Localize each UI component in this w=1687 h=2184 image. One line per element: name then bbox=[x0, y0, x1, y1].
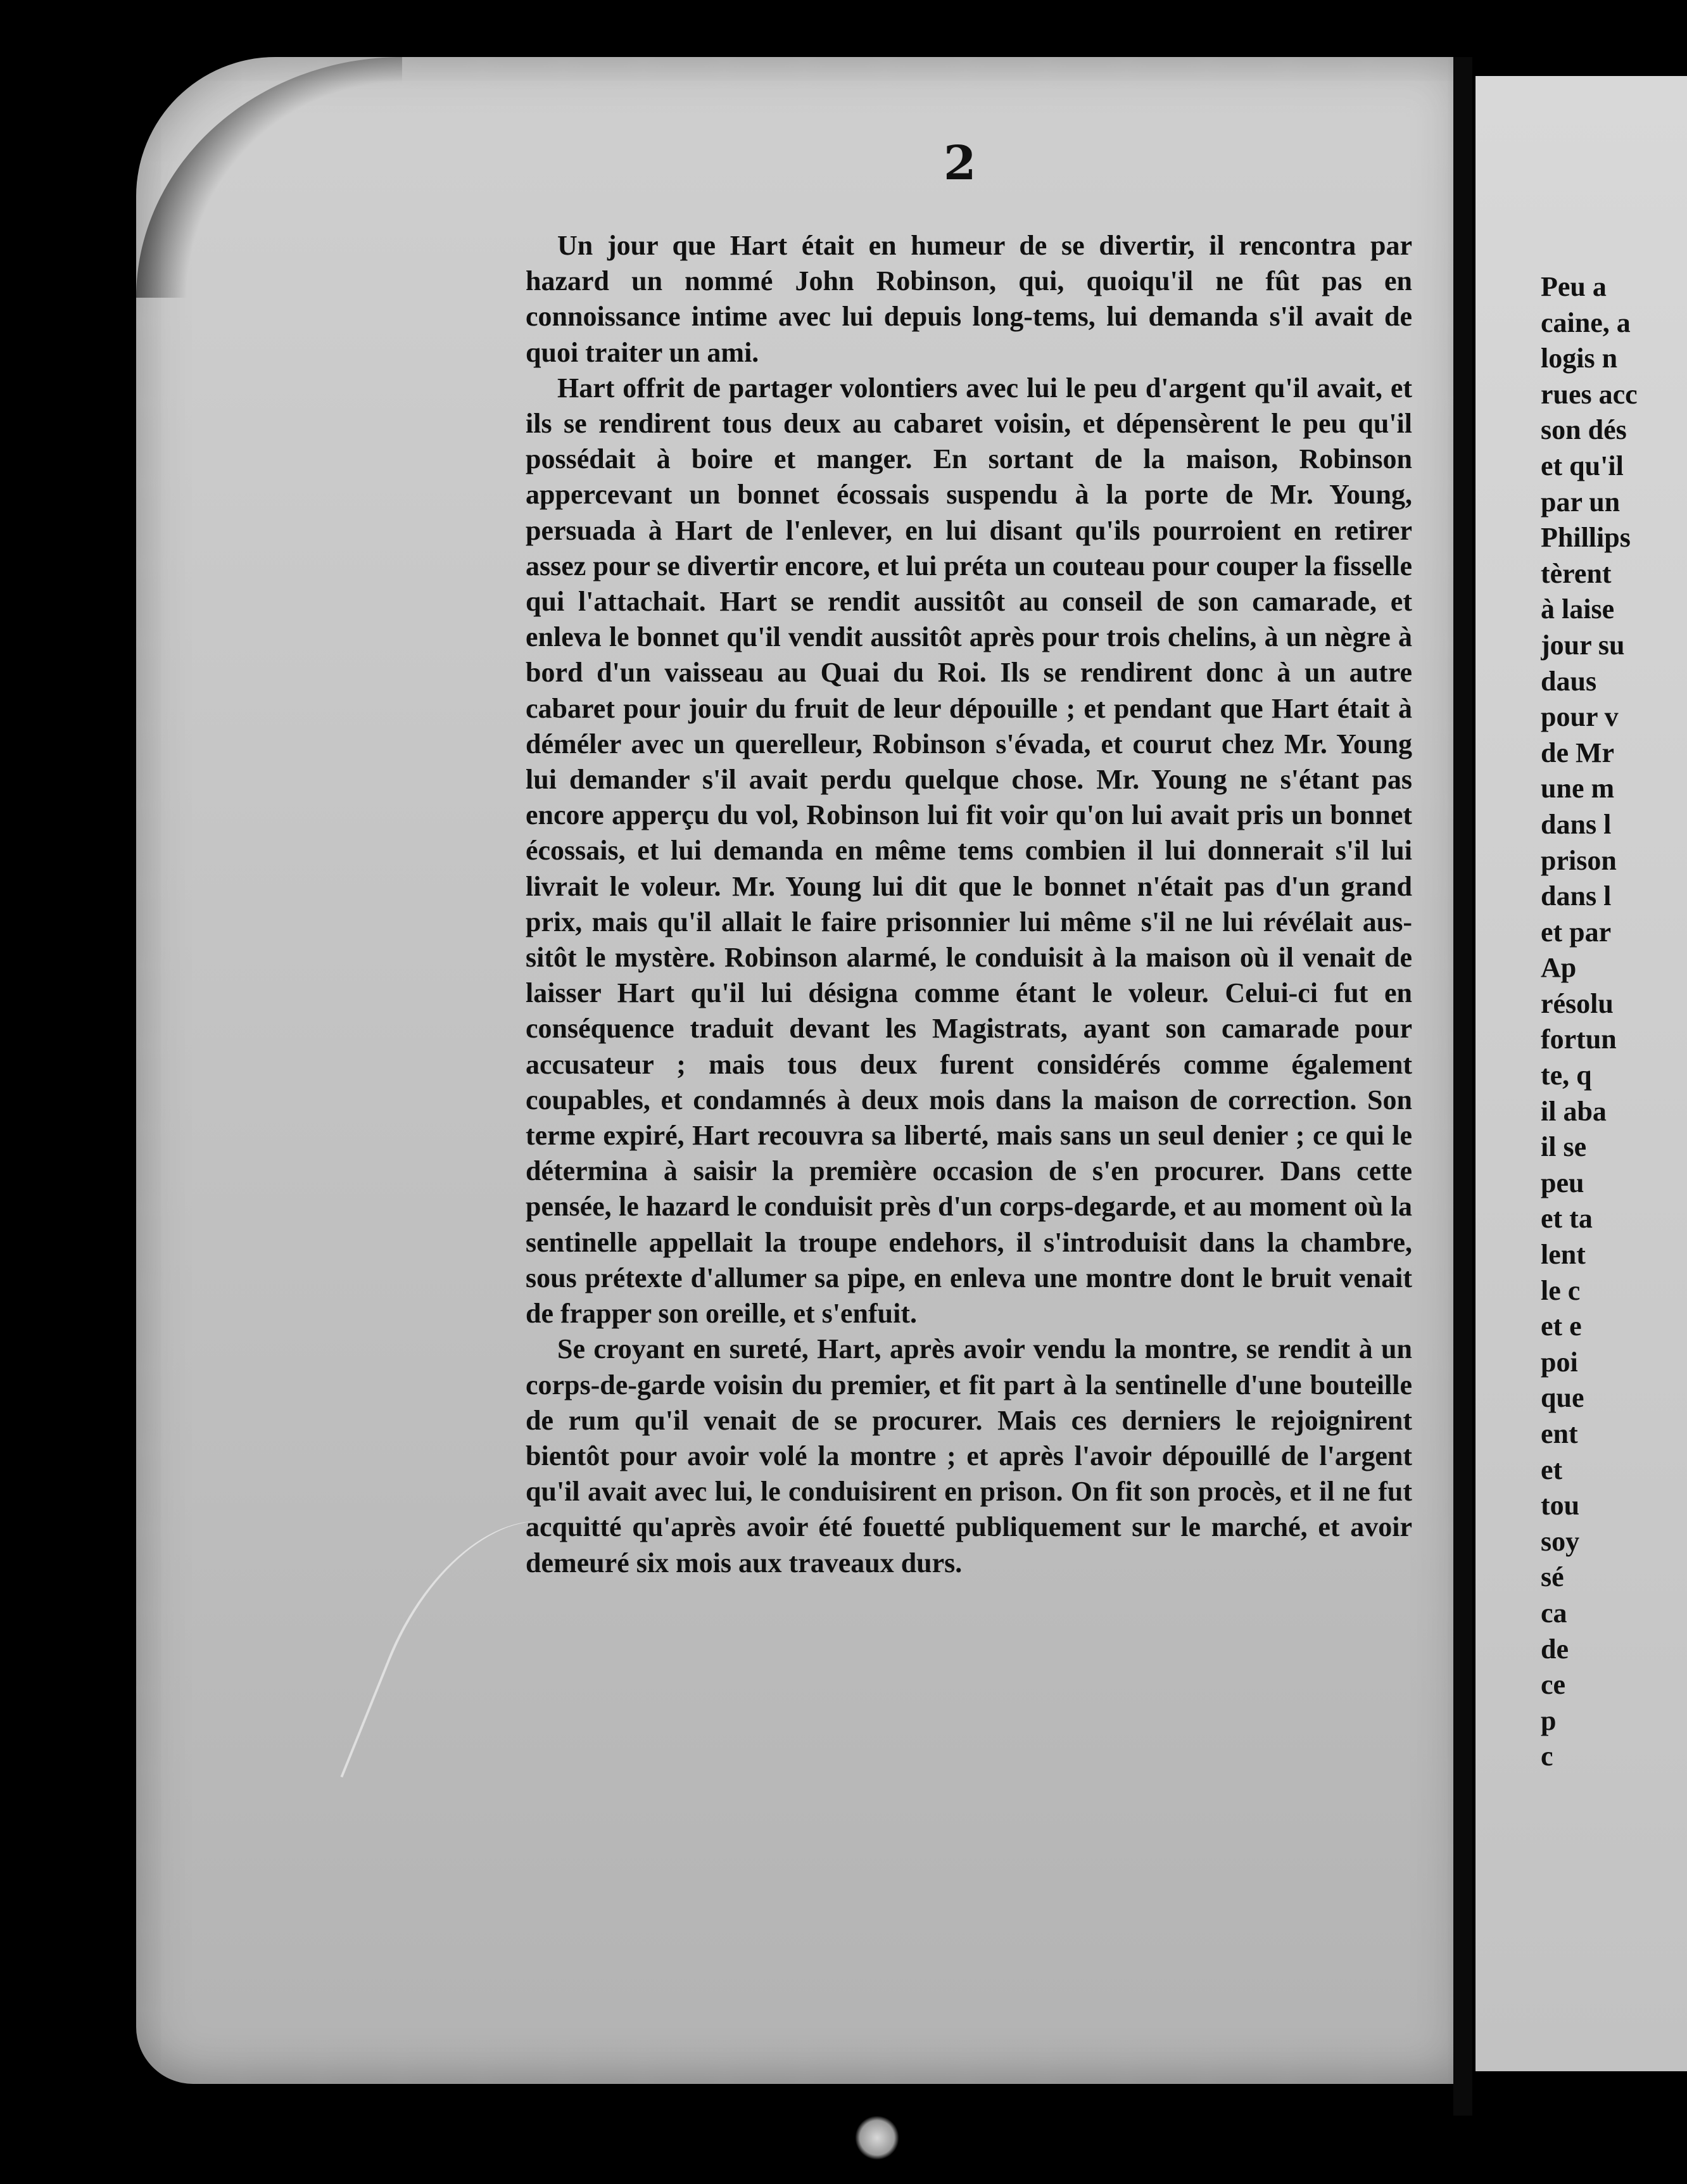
facing-page-line: une m bbox=[1541, 773, 1615, 804]
facing-page-line: Peu a bbox=[1541, 271, 1607, 302]
facing-page-line: et bbox=[1541, 1454, 1563, 1485]
facing-page-line: et e bbox=[1541, 1311, 1582, 1342]
facing-page-line: caine, a bbox=[1541, 307, 1631, 338]
facing-page-line: de bbox=[1541, 1633, 1569, 1665]
facing-page-line: fortun bbox=[1541, 1024, 1617, 1055]
facing-page-line: tèrent bbox=[1541, 557, 1612, 589]
facing-page-line: il aba bbox=[1541, 1095, 1607, 1127]
facing-page-line: par un bbox=[1541, 486, 1621, 517]
facing-page-line: ca bbox=[1541, 1597, 1567, 1628]
page-gutter bbox=[1453, 57, 1472, 2116]
facing-page-line: jour su bbox=[1541, 629, 1625, 661]
facing-page-line: sé bbox=[1541, 1561, 1564, 1593]
page-number: 2 bbox=[944, 136, 976, 191]
facing-page-line: et ta bbox=[1541, 1203, 1593, 1235]
facing-page-line: ent bbox=[1541, 1418, 1578, 1449]
facing-page-line: et par bbox=[1541, 916, 1612, 948]
facing-page-line: Ap bbox=[1541, 952, 1577, 984]
facing-page-line: poi bbox=[1541, 1346, 1578, 1378]
facing-page-line: le c bbox=[1541, 1274, 1581, 1306]
facing-page-line: daus bbox=[1541, 665, 1597, 697]
facing-page-line: logis n bbox=[1541, 343, 1618, 374]
facing-page-line: ce bbox=[1541, 1669, 1566, 1701]
facing-page-line: tou bbox=[1541, 1490, 1580, 1521]
facing-page-line: et qu'il bbox=[1541, 450, 1624, 481]
facing-page-line: pour v bbox=[1541, 701, 1619, 733]
facing-page-text bbox=[1541, 269, 1687, 1775]
facing-page-line: résolu bbox=[1541, 987, 1614, 1019]
facing-page-line: rues acc bbox=[1541, 378, 1638, 410]
body-text bbox=[526, 228, 1412, 1581]
facing-page-line: te, q bbox=[1541, 1060, 1592, 1091]
facing-page-line: soy bbox=[1541, 1525, 1580, 1557]
facing-page-line: de Mr bbox=[1541, 737, 1615, 768]
facing-page-line: dans l bbox=[1541, 880, 1612, 912]
facing-page-line: prison bbox=[1541, 844, 1617, 876]
paragraph: Hart offrit de partager volontiers avec lui le peu d'argent qu'il avait, et ils se rendirent tous deux au cabaret voisin, et dépensèrent le peu qu'il possédait à boire et manger. En sortant de la maison, Robinson appercevant un bonnet écossais suspendu à la porte de Mr. Young, persuada à Hart de l'enlever, en lui disant qu'ils pourroient en retirer assez pour se divertir encore, et lui préta un couteau pour couper la fisselle qui l'attachait. Hart se rendit aussitôt au conseil de son camarade, et enleva le bonnet qu'il vendit aussitôt après pour trois chelins, à un nègre à bord d'un vaisseau au Quai du Roi. Ils se rendirent donc à un autre cabaret pour jouir du fruit de leur dépouille ; et pendant que Hart était à déméler avec un querelleur, Robinson s'évada, et courut chez Mr. Young lui demander s'il avait perdu quelque chose. Mr. Young ne s'étant pas encore apperçu du vol, Robinson lui fit voir qu'on lui avait pris un bonnet écossais, et lui demanda en même tems combien il lui donnerait s'il lui livrait le voleur. Mr. Young lui dit que le bonnet n'était pas d'un grand prix, mais qu'il allait le faire prisonnier lui même s'il ne lui révélait aussitôt le mystère. Robinson alarmé, le conduisit à la maison où il venait de laisser Hart qu'il lui désigna comme étant le voleur. Celui-ci fut en conséquence traduit devant les Magistrats, ayant son camarade pour accusateur ; mais tous deux furent considérés comme également coupables, et condamnés à deux mois dans la maison de correction. Son terme expiré, Hart recouvra sa liberté, mais sans un seul denier ; ce qui le détermina à saisir la première occasion de s'en procurer. Dans cette pensée, le hazard le conduisit près d'un corps-degarde, et au moment où la sentinelle appellait la troupe endehors, il s'introduisit dans la chambre, sous prétexte d'allumer sa pipe, en enleva une montre dont le bruit venait de frapper son oreille, et s'enfuit. bbox=[526, 372, 1412, 1330]
facing-page-line: il se bbox=[1541, 1131, 1587, 1163]
facing-page-line: Phillips bbox=[1541, 522, 1631, 554]
facing-page-line: son dés bbox=[1541, 414, 1627, 446]
paper-speck bbox=[855, 2116, 899, 2160]
facing-page-line: lent bbox=[1541, 1239, 1586, 1271]
facing-page-line: peu bbox=[1541, 1167, 1584, 1198]
paragraph: Se croyant en sureté, Hart, après avoir vendu la montre, se rendit à un corps-de-garde voisin du premier, et fit part à la sentinelle d'une bouteille de rum qu'il venait de se procurer. Mais ces derniers le rejoignirent bientôt pour avoir volé la montre ; et après l'avoir dépouillé de l'argent qu'il avait avec lui, le conduisirent en prison. On fit son procès, et il ne fut acquitté qu'après avoir été fouetté publiquement sur le marché, et avoir demeuré six mois aux traveaux durs. bbox=[526, 1333, 1412, 1578]
facing-page-line: que bbox=[1541, 1382, 1584, 1414]
facing-page-line: p bbox=[1541, 1705, 1557, 1736]
paragraph: Un jour que Hart était en humeur de se divertir, il rencontra par hazard un nommé John Robinson, qui, quoiqu'il ne fût pas en connoissance intime avec lui depuis long-tems, lui demanda s'il avait de quoi traiter un ami. bbox=[526, 230, 1412, 368]
facing-page-line: à laise bbox=[1541, 594, 1615, 625]
facing-page-line: dans l bbox=[1541, 808, 1612, 840]
facing-page-line: c bbox=[1541, 1741, 1553, 1772]
